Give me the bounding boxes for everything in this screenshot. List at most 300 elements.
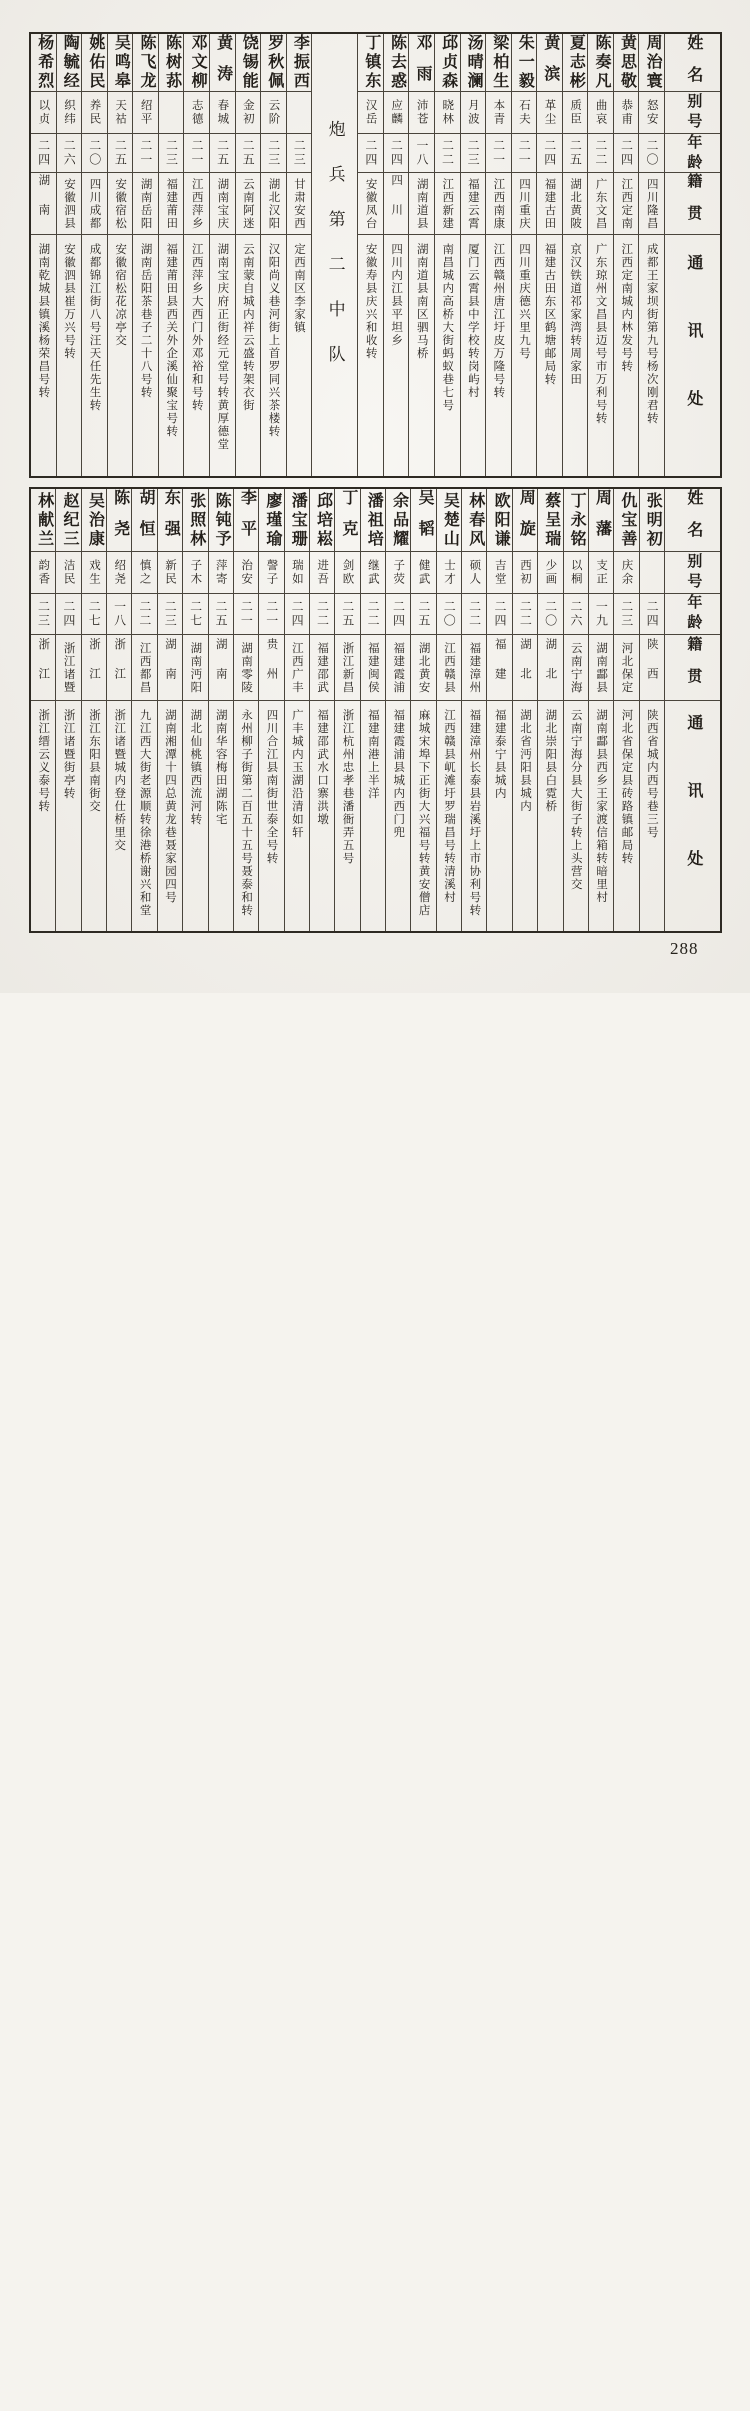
- person-column-age: 二七: [183, 594, 207, 635]
- person-column-name: 丁克: [335, 489, 359, 552]
- person-column-address: 湖南酃县西乡王家渡信箱转暗里村: [595, 709, 608, 904]
- person-column: [613, 489, 638, 931]
- person-column-alias: 志德: [184, 92, 209, 134]
- person-column-address: 九江西大街老源顺转徐港桥谢兴和堂: [138, 709, 151, 917]
- person-column: [357, 34, 383, 476]
- person-column-native: 陕西: [640, 635, 664, 701]
- person-column-age: 二三: [159, 134, 184, 173]
- person-column-age: 二一: [234, 594, 258, 635]
- person-column-address: 湖南道县南区驷马桥: [415, 243, 428, 360]
- person-column-native: 浙江: [31, 635, 55, 701]
- person-column-name: 潘祖培: [361, 489, 385, 552]
- person-column-alias: 洁民: [56, 552, 80, 594]
- person-column-alias: 进吾: [310, 552, 334, 594]
- person-column-alias: 月波: [461, 92, 486, 134]
- person-column: [81, 34, 107, 476]
- person-column-native: 湖南: [158, 635, 182, 701]
- person-column-native: 福建霞浦: [386, 635, 410, 701]
- person-column-alias: 汉岳: [358, 92, 383, 134]
- person-column-age: 二二: [132, 594, 156, 635]
- person-column-address: 陕西省城内西号巷三号: [645, 709, 658, 839]
- person-column-age: 二四: [614, 134, 639, 173]
- person-column: [613, 34, 639, 476]
- person-column-native: 甘肃安西: [287, 173, 312, 235]
- person-column-alias: 应麟: [384, 92, 409, 134]
- person-column-native: 河北保定: [614, 635, 638, 701]
- person-column: [434, 34, 460, 476]
- person-column-alias: 瑞如: [285, 552, 309, 594]
- person-column-age: 二一: [512, 134, 537, 173]
- person-column-name: 欧阳谦: [487, 489, 511, 552]
- person-column: [587, 34, 613, 476]
- person-column-alias: 革尘: [537, 92, 562, 134]
- person-column-name: 赵纪三: [56, 489, 80, 552]
- person-column-native: 湖北黄陂: [563, 173, 588, 235]
- person-column-native: 四川重庆: [512, 173, 537, 235]
- person-column-address: 江西赣州唐江圩皮万隆号转: [492, 243, 505, 399]
- person-column-alias: 恭甫: [614, 92, 639, 134]
- person-column-alias: 继武: [361, 552, 385, 594]
- person-column-native: 福建: [487, 635, 511, 701]
- person-column-address: 湖南岳阳茶巷子二十八号转: [139, 243, 152, 399]
- person-column-native: 浙江新昌: [335, 635, 359, 701]
- person-column-address: 福建莆田县西关外企溪仙聚宝号转: [165, 243, 178, 438]
- person-column: [31, 34, 56, 476]
- person-column-age: 二二: [361, 594, 385, 635]
- person-column: [233, 489, 258, 931]
- person-column-address: 成都王家坝街第九号杨次刚君转: [645, 243, 658, 425]
- person-column-native: 江西广丰: [285, 635, 309, 701]
- person-column-alias: [640, 552, 664, 594]
- person-column-age: 二四: [487, 594, 511, 635]
- person-column-alias: [159, 92, 184, 134]
- person-column-age: 二一: [133, 134, 158, 173]
- person-column-name: 杨希烈: [31, 34, 56, 92]
- person-column-alias: 晓林: [435, 92, 460, 134]
- person-column-name: 邱培崧: [310, 489, 334, 552]
- person-column-name: 姚佑民: [82, 34, 107, 92]
- person-column-native: 福建漳州: [462, 635, 486, 701]
- person-column-native: 浙江: [82, 635, 106, 701]
- person-column: [562, 34, 588, 476]
- person-column-native: 湖南: [209, 635, 233, 701]
- person-column-age: 二一: [184, 134, 209, 173]
- person-column: [588, 489, 613, 931]
- person-column-alias: 天祜: [108, 92, 133, 134]
- person-column-alias: 健武: [411, 552, 435, 594]
- page-number: 288: [670, 939, 699, 958]
- person-column-alias: 云阶: [261, 92, 286, 134]
- person-column-age: 二〇: [437, 594, 461, 635]
- person-column: [360, 489, 385, 931]
- person-column: [511, 34, 537, 476]
- person-column: [55, 489, 80, 931]
- person-column-alias: 子荧: [386, 552, 410, 594]
- person-column-name: 吴楚山: [437, 489, 461, 552]
- person-column-native: 福建莆田: [159, 173, 184, 235]
- person-column-address: 福建古田东区鹤塘邮局转: [543, 243, 556, 386]
- person-column-alias: 剑欧: [335, 552, 359, 594]
- person-column-age: 二四: [384, 134, 409, 173]
- person-column: [182, 489, 207, 931]
- person-column: [31, 489, 55, 931]
- person-column-name: 朱一毅: [512, 34, 537, 92]
- person-column-name: 黄涛: [210, 34, 235, 92]
- person-column: [383, 34, 409, 476]
- person-column-name: 陈去惑: [384, 34, 409, 92]
- person-column: [461, 489, 486, 931]
- person-column-name: 汤晴澜: [461, 34, 486, 92]
- person-column-age: 二〇: [538, 594, 562, 635]
- person-column-native: 江西萍乡: [184, 173, 209, 235]
- person-column-native: 福建古田: [537, 173, 562, 235]
- person-column-alias: 慎之: [132, 552, 156, 594]
- person-column-age: 二六: [564, 594, 588, 635]
- person-column-native: 云南宁海: [564, 635, 588, 701]
- person-column-age: 二六: [57, 134, 82, 173]
- person-column: [485, 34, 511, 476]
- person-column-alias: [287, 92, 312, 134]
- person-column-age: 二四: [285, 594, 309, 635]
- person-column-native: 湖南道县: [409, 173, 434, 235]
- person-column-alias: 绍平: [133, 92, 158, 134]
- person-column-address: 湖北仙桃镇西流河转: [189, 709, 202, 826]
- person-column-native: 安徽泗县: [57, 173, 82, 235]
- person-column-age: 二四: [640, 594, 664, 635]
- person-column-native: 安徽凤台: [358, 173, 383, 235]
- person-column-name: 吴韬: [411, 489, 435, 552]
- person-column: [334, 489, 359, 931]
- person-column-alias: 以桐: [564, 552, 588, 594]
- person-column-native: 四川成都: [82, 173, 107, 235]
- person-column-alias: 织纬: [57, 92, 82, 134]
- person-column: [132, 34, 158, 476]
- person-column-address: 福建泰宁县城内: [493, 709, 506, 800]
- person-column-name: 陈飞龙: [133, 34, 158, 92]
- person-column-name: 陈尧: [107, 489, 131, 552]
- person-column-age: 二五: [108, 134, 133, 173]
- person-column-name: 梁柏生: [486, 34, 511, 92]
- person-column: [209, 34, 235, 476]
- person-column-native: 江西赣县: [437, 635, 461, 701]
- person-column-address: 安徽泗县崔万兴号转: [62, 243, 75, 360]
- person-column: [536, 34, 562, 476]
- header-column-alias: 别号: [665, 552, 720, 594]
- person-column-name: 李振西: [287, 34, 312, 92]
- person-column-name: 廖瑾瑜: [259, 489, 283, 552]
- person-column: [183, 34, 209, 476]
- person-column: [81, 489, 106, 931]
- person-column-address: 四川重庆德兴里九号: [517, 243, 530, 360]
- person-column: [260, 34, 286, 476]
- person-column-alias: 曲哀: [588, 92, 613, 134]
- person-column-alias: 士才: [437, 552, 461, 594]
- person-column-alias: 沛苍: [409, 92, 434, 134]
- person-column-age: 二三: [158, 594, 182, 635]
- person-column-alias: 萍寄: [209, 552, 233, 594]
- person-column-age: 二五: [335, 594, 359, 635]
- person-column-native: 贵州: [259, 635, 283, 701]
- person-column-age: 二七: [82, 594, 106, 635]
- person-column-name: 蔡呈瑞: [538, 489, 562, 552]
- person-column-address: 广丰城内玉湖沿清如轩: [290, 709, 303, 839]
- person-column-alias: 养民: [82, 92, 107, 134]
- person-column-address: 南昌城内高桥大街蚂蚁巷七号: [441, 243, 454, 412]
- person-column: [56, 34, 82, 476]
- header-column-age: 年龄: [665, 594, 720, 635]
- header-column-name: 姓名: [665, 34, 720, 92]
- person-column-native: 浙江诸暨: [56, 635, 80, 701]
- person-column-native: 江西新建: [435, 173, 460, 235]
- person-column-age: 二四: [56, 594, 80, 635]
- person-column-age: 二二: [513, 594, 537, 635]
- person-column-name: 东强: [158, 489, 182, 552]
- person-column-name: 丁永铭: [564, 489, 588, 552]
- person-column-age: 二〇: [639, 134, 664, 173]
- person-column-address: 云南宁海分县大街子转上头营交: [569, 709, 582, 891]
- person-column-address: 江西赣县屼滩圩罗瑞昌号转清溪村: [442, 709, 455, 904]
- header-column-address: 通讯处: [684, 253, 702, 458]
- person-column-name: 余品耀: [386, 489, 410, 552]
- person-column-address: 湖南宝庆府正街经元堂号转黄厚德堂: [216, 243, 229, 451]
- person-column-age: 二三: [287, 134, 312, 173]
- person-column-age: 二三: [461, 134, 486, 173]
- person-column-address: 福建邵武水口寨洪墩: [316, 709, 329, 826]
- person-column: [436, 489, 461, 931]
- person-column-address: 江西萍乡大西门外邓裕和号转: [190, 243, 203, 412]
- person-column: [486, 489, 511, 931]
- person-column-native: 四川: [384, 173, 409, 235]
- person-column-name: 李平: [234, 489, 258, 552]
- person-column-native: 湖南宝庆: [210, 173, 235, 235]
- person-column-native: 湖南沔阳: [183, 635, 207, 701]
- person-column-address: 湖南华容梅田湖陈宅: [214, 709, 227, 826]
- person-column-name: 吴鸣皋: [108, 34, 133, 92]
- person-column-name: 林献兰: [31, 489, 55, 552]
- person-column-address: 河北省保定县砖路镇邮局转: [620, 709, 633, 865]
- person-column-native: 福建闽侯: [361, 635, 385, 701]
- person-column-age: 二一: [259, 594, 283, 635]
- person-column-name: 吴治康: [82, 489, 106, 552]
- person-column-native: 江西南康: [486, 173, 511, 235]
- header-column-age: 年龄: [665, 134, 720, 173]
- person-column-age: 二二: [462, 594, 486, 635]
- person-column-address: 浙江诸暨城内登仕桥里交: [113, 709, 126, 852]
- header-column: [664, 34, 720, 476]
- person-column: [286, 34, 312, 476]
- header-column-address: 通讯处: [684, 714, 702, 918]
- person-column-address: 汉阳尚义巷河街上首罗同兴茶楼转: [267, 243, 280, 438]
- person-column-age: 二五: [210, 134, 235, 173]
- person-column-age: 一八: [107, 594, 131, 635]
- person-column-age: 二四: [386, 594, 410, 635]
- person-column-name: 夏志彬: [563, 34, 588, 92]
- person-column-alias: 以贞: [31, 92, 56, 134]
- person-column-name: 张照林: [183, 489, 207, 552]
- person-column-age: 二二: [588, 134, 613, 173]
- person-column-alias: 新民: [158, 552, 182, 594]
- person-column-name: 邱贞森: [435, 34, 460, 92]
- person-column-address: 湖南湘潭十四总黄龙巷聂家园四号: [164, 709, 177, 904]
- person-column-age: 二〇: [82, 134, 107, 173]
- person-column-alias: 西初: [513, 552, 537, 594]
- person-column-age: 二三: [31, 594, 55, 635]
- person-column-native: 湖南: [31, 173, 56, 235]
- person-column-alias: 石夫: [512, 92, 537, 134]
- person-column-name: 陶毓经: [57, 34, 82, 92]
- person-column-native: 湖北: [513, 635, 537, 701]
- person-column-address: 浙江诸暨街亭转: [62, 709, 75, 800]
- person-column-name: 潘宝珊: [285, 489, 309, 552]
- person-column-name: 张明初: [640, 489, 664, 552]
- person-column-name: 仇宝善: [614, 489, 638, 552]
- person-column-age: 二四: [537, 134, 562, 173]
- person-column-address: 永州柳子街第二百五十五号聂泰和转: [240, 709, 253, 917]
- person-column: [408, 34, 434, 476]
- person-column-address: 定西南区李家镇: [293, 243, 305, 334]
- person-column-name: 邓雨: [409, 34, 434, 92]
- person-column-alias: 春城: [210, 92, 235, 134]
- person-column-name: 林春风: [462, 489, 486, 552]
- person-column-native: 安徽宿松: [108, 173, 133, 235]
- person-column-alias: 支正: [589, 552, 613, 594]
- person-column-alias: 庆余: [614, 552, 638, 594]
- person-column-address: 浙江杭州忠孝巷潘衙弄五号: [341, 709, 354, 865]
- person-column-name: 邓文柳: [184, 34, 209, 92]
- person-column-age: 二二: [435, 134, 460, 173]
- header-column-name: 姓名: [665, 489, 720, 552]
- person-column-native: 江西都昌: [132, 635, 156, 701]
- person-column-alias: 謦子: [259, 552, 283, 594]
- person-column: [309, 489, 334, 931]
- person-column-address: 云南蒙自城内祥云盛转架衣街: [241, 243, 254, 412]
- person-column-address: 福建南港上半洋: [366, 709, 379, 800]
- person-column: [158, 34, 184, 476]
- person-column-native: 湖南酃县: [589, 635, 613, 701]
- roster-table-top: [29, 32, 722, 478]
- person-column-alias: 硕人: [462, 552, 486, 594]
- section-label-column: [311, 34, 357, 476]
- person-column: [107, 34, 133, 476]
- person-column: [157, 489, 182, 931]
- person-column: [638, 34, 664, 476]
- person-column: [235, 34, 261, 476]
- person-column-age: 二二: [310, 594, 334, 635]
- person-column-alias: 吉堂: [487, 552, 511, 594]
- person-column-address: 麻城宋埠下正街大兴福号转黄安僧店: [417, 709, 430, 917]
- person-column-address: 江西定南城内林发号转: [620, 243, 633, 373]
- header-column-alias: 别号: [665, 92, 720, 134]
- person-column-age: 二五: [236, 134, 261, 173]
- header-column-native: 籍贯: [665, 173, 720, 235]
- person-column-name: 饶锡能: [236, 34, 261, 92]
- person-column-age: 二五: [563, 134, 588, 173]
- person-column-alias: 质臣: [563, 92, 588, 134]
- person-column: [284, 489, 309, 931]
- person-column-native: 湖南零陵: [234, 635, 258, 701]
- person-column: [410, 489, 435, 931]
- person-column-address: 广东琼州文昌县迈号市万利号转: [594, 243, 607, 425]
- person-column-name: 陈树荪: [159, 34, 184, 92]
- section-label: 炮兵第二中队: [325, 120, 345, 390]
- person-column-native: 湖北黄安: [411, 635, 435, 701]
- person-column-name: 黄思敬: [614, 34, 639, 92]
- person-column-age: 二五: [209, 594, 233, 635]
- person-column-address: 成都锦江街八号汪天任先生转: [88, 243, 101, 412]
- person-column-alias: 金初: [236, 92, 261, 134]
- person-column-native: 江西定南: [614, 173, 639, 235]
- person-column-name: 罗秋佩: [261, 34, 286, 92]
- person-column-alias: 治安: [234, 552, 258, 594]
- person-column-native: 广东文昌: [588, 173, 613, 235]
- person-column-address: 湖南乾城县镇溪杨荣昌号转: [37, 243, 50, 399]
- person-column: [512, 489, 537, 931]
- person-column-alias: 少画: [538, 552, 562, 594]
- person-column-address: 四川合江县南街世泰全号转: [265, 709, 278, 865]
- person-column-address: 京汉铁道祁家湾转周家田: [569, 243, 582, 386]
- person-column-native: 云南阿迷: [236, 173, 261, 235]
- person-column-native: 四川隆昌: [639, 173, 664, 235]
- person-column: [537, 489, 562, 931]
- person-column: [131, 489, 156, 931]
- person-column: [460, 34, 486, 476]
- person-column-address: 浙江东阳县南街交: [87, 709, 100, 813]
- person-column-name: 陈钝予: [209, 489, 233, 552]
- person-column-alias: 子木: [183, 552, 207, 594]
- person-column-address: 安徽寿县庆兴和收转: [364, 243, 377, 360]
- person-column-age: 二四: [31, 134, 56, 173]
- person-column-name: 黄滨: [537, 34, 562, 92]
- person-column-address: 湖北崇阳县白霓桥: [544, 709, 557, 813]
- person-column-address: 福建漳州长泰县岩溪圩上市协利号转: [468, 709, 481, 917]
- person-column-native: 湖南岳阳: [133, 173, 158, 235]
- person-column-alias: 戏生: [82, 552, 106, 594]
- person-column: [563, 489, 588, 931]
- header-column: [664, 489, 720, 931]
- person-column: [639, 489, 664, 931]
- person-column-native: 浙江: [107, 635, 131, 701]
- person-column-address: 四川内江县平坦乡: [390, 243, 403, 347]
- person-column-age: 二一: [486, 134, 511, 173]
- person-column-address: 安徽宿松花凉亭交: [114, 243, 127, 347]
- person-column-age: 一九: [589, 594, 613, 635]
- person-column: [208, 489, 233, 931]
- person-column-native: 湖北汉阳: [261, 173, 286, 235]
- person-column-age: 二三: [614, 594, 638, 635]
- person-column-age: 二四: [358, 134, 383, 173]
- person-column-address: 厦门云霄县中学校转岗屿村: [466, 243, 479, 399]
- person-column-address: 湖北省沔阳县城内: [519, 709, 532, 813]
- person-column-name: 周治寰: [639, 34, 664, 92]
- person-column-name: 陈奏凡: [588, 34, 613, 92]
- person-column-age: 二五: [411, 594, 435, 635]
- person-column-name: 周藩: [589, 489, 613, 552]
- person-column-native: 福建云霄: [461, 173, 486, 235]
- person-column-alias: 本青: [486, 92, 511, 134]
- person-column-alias: 韵香: [31, 552, 55, 594]
- person-column: [385, 489, 410, 931]
- person-column-name: 胡恒: [132, 489, 156, 552]
- person-column-native: 福建邵武: [310, 635, 334, 701]
- person-column: [106, 489, 131, 931]
- person-column-alias: 绍尧: [107, 552, 131, 594]
- person-column: [258, 489, 283, 931]
- person-column-age: 二三: [261, 134, 286, 173]
- person-column-address: 浙江缙云义泰号转: [37, 709, 50, 813]
- person-column-name: 周旋: [513, 489, 537, 552]
- person-column-alias: 怒安: [639, 92, 664, 134]
- person-column-address: 福建霞浦县城内西门兜: [392, 709, 405, 839]
